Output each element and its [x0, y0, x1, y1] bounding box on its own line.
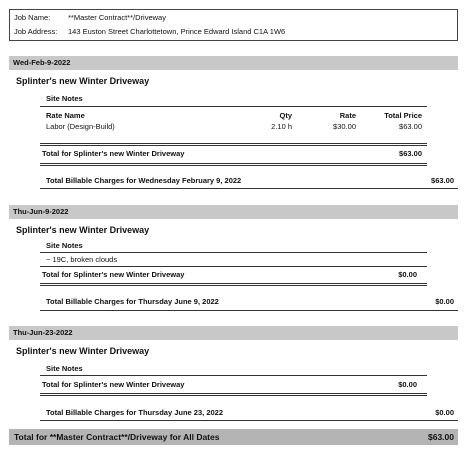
job-total-label: Total for Splinter's new Winter Driveway: [42, 149, 185, 158]
job-total-value: $0.00: [398, 380, 417, 389]
date-band: [9, 205, 458, 219]
divider: [40, 143, 427, 146]
day-total-label: Total Billable Charges for Wednesday February 9, 2022: [46, 176, 242, 185]
divider: [40, 188, 458, 189]
divider: [40, 420, 458, 421]
day-total-label: Total Billable Charges for Thursday June 23, 2022: [46, 408, 224, 417]
job-name-value: **Master Contract**/Driveway: [68, 13, 166, 22]
divider: [40, 163, 427, 166]
date-band: [9, 326, 458, 340]
divider: [40, 283, 427, 286]
col-header-rate: Rate: [339, 111, 356, 120]
day-total-value: $0.00: [435, 408, 454, 417]
divider: [40, 310, 458, 311]
job-title: Splinter's new Winter Driveway: [16, 76, 150, 86]
job-name-label: Job Name:: [14, 13, 51, 22]
date-band: [9, 56, 458, 70]
col-header-total-price: Total Price: [384, 111, 422, 120]
row-total-price: $63.00: [399, 122, 422, 131]
grand-total-label: Total for **Master Contract**/Driveway for All Dates: [14, 432, 220, 442]
job-title: Splinter's new Winter Driveway: [16, 346, 150, 356]
job-total-label: Total for Splinter's new Winter Driveway: [42, 270, 185, 279]
site-notes-label: Site Notes: [46, 241, 83, 250]
site-notes-label: Site Notes: [46, 94, 83, 103]
divider: [40, 266, 427, 267]
day-total-value: $63.00: [431, 176, 454, 185]
row-rate: $30.00: [333, 122, 356, 131]
date-label: Thu-Jun-23-2022: [13, 328, 73, 337]
divider: [40, 393, 427, 396]
site-note: ~ 19C, broken clouds: [46, 255, 118, 264]
col-header-qty: Qty: [279, 111, 292, 120]
row-qty: 2.10 h: [271, 122, 292, 131]
date-label: Wed-Feb-9-2022: [13, 58, 71, 67]
divider: [40, 252, 427, 253]
day-total-value: $0.00: [435, 297, 454, 306]
divider: [40, 106, 427, 107]
job-total-value: $63.00: [399, 149, 422, 158]
divider: [40, 375, 427, 376]
row-rate-name: Labor (Design-Build): [46, 122, 115, 131]
job-address-value: 143 Euston Street Charlottetown, Prince Edward Island C1A 1W6: [68, 27, 286, 36]
job-title: Splinter's new Winter Driveway: [16, 225, 150, 235]
day-total-label: Total Billable Charges for Thursday June 9, 2022: [46, 297, 219, 306]
site-notes-label: Site Notes: [46, 364, 83, 373]
col-header-rate-name: Rate Name: [46, 111, 85, 120]
grand-total-value: $63.00: [428, 432, 454, 442]
job-total-value: $0.00: [398, 270, 417, 279]
job-address-label: Job Address:: [14, 27, 58, 36]
job-total-label: Total for Splinter's new Winter Driveway: [42, 380, 185, 389]
date-label: Thu-Jun-9-2022: [13, 207, 69, 216]
